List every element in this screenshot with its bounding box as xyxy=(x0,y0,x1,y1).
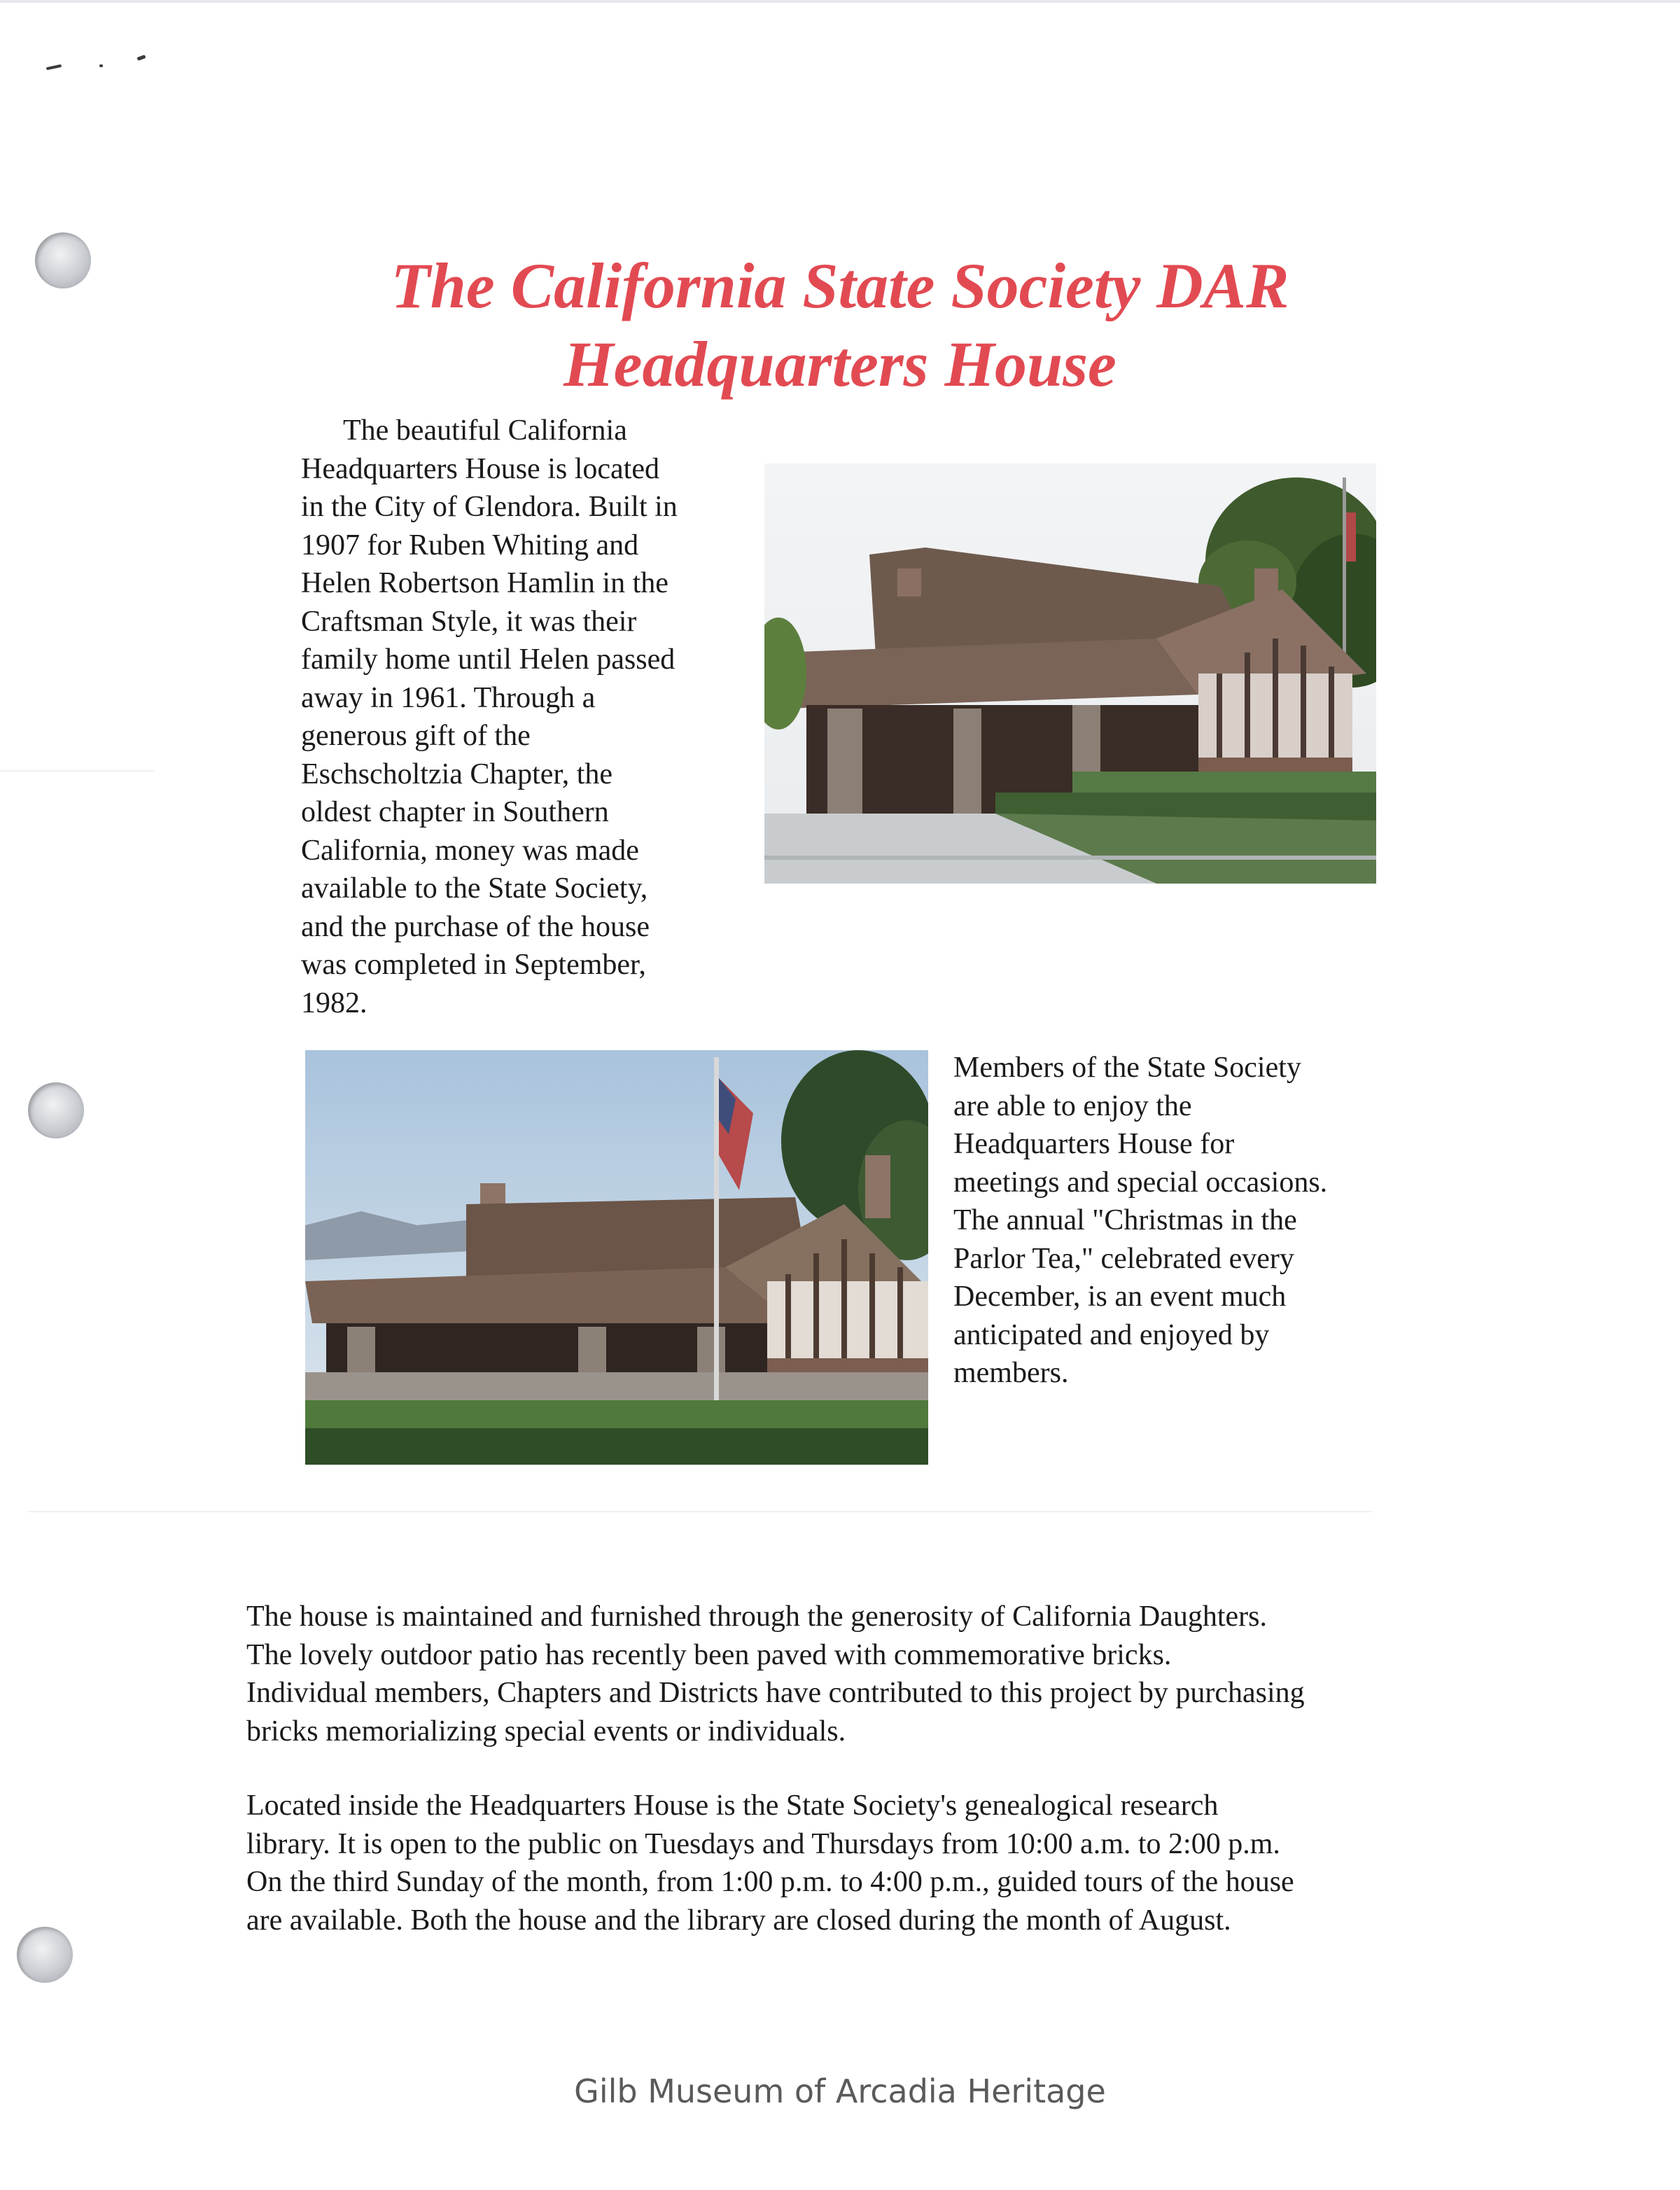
paragraph-line: and the purchase of the house xyxy=(301,910,650,943)
paragraph-line: Members of the State Society xyxy=(953,1052,1301,1084)
paragraph-line: December, is an event much xyxy=(953,1281,1287,1313)
page-title xyxy=(140,246,1540,403)
scan-speck xyxy=(99,64,103,67)
paragraph-line: Craftsman Style, it was their xyxy=(301,605,637,638)
paragraph-line: Individual members, Chapters and Districts have contributed to this project by purchasing xyxy=(246,1677,1305,1709)
title-line-1: The California State Society DAR xyxy=(391,249,1289,321)
binder-punch-hole xyxy=(17,1927,73,1983)
paragraph-line: library. It is open to the public on Tuesdays and Thursdays from 10:00 a.m. to 2:00 p.m. xyxy=(246,1827,1280,1860)
paragraph-line: Helen Robertson Hamlin in the xyxy=(301,567,668,599)
title-line-2: Headquarters House xyxy=(564,328,1116,400)
paragraph-line: California, money was made xyxy=(301,834,639,867)
paragraph-line: The annual "Christmas in the xyxy=(953,1204,1297,1236)
maintenance-paragraph xyxy=(246,1598,1478,1750)
paragraph-line: bricks memorializing special events or individuals. xyxy=(246,1715,846,1748)
binder-punch-hole xyxy=(28,1082,84,1138)
paragraph-line: Eschscholtzia Chapter, the xyxy=(301,758,612,790)
paragraph-line: available to the State Society, xyxy=(301,872,648,905)
paragraph-line: Parlor Tea," celebrated every xyxy=(953,1242,1294,1275)
museum-credit: Gilb Museum of Arcadia Heritage xyxy=(574,2072,1106,2110)
paragraph-line: meetings and special occasions. xyxy=(953,1166,1328,1199)
scan-speck xyxy=(46,64,62,70)
paragraph-line: members. xyxy=(953,1357,1069,1389)
paragraph-line: Headquarters House is located xyxy=(301,452,659,485)
paragraph-line: The house is maintained and furnished through the generosity of California Daughters. xyxy=(246,1600,1267,1633)
paragraph-line: Headquarters House for xyxy=(953,1128,1235,1160)
scan-line xyxy=(0,770,154,772)
paragraph-line: are able to enjoy the xyxy=(953,1089,1192,1122)
binder-punch-hole xyxy=(35,232,91,288)
headquarters-house-photo-front xyxy=(764,463,1376,884)
library-paragraph xyxy=(246,1787,1478,1939)
paragraph-line: The lovely outdoor patio has recently been paved with commemorative bricks. xyxy=(246,1638,1172,1671)
paragraph-line: family home until Helen passed xyxy=(301,643,676,676)
paragraph-line: anticipated and enjoyed by xyxy=(953,1318,1270,1351)
paragraph-line: Located inside the Headquarters House is the State Society's genealogical research xyxy=(246,1790,1219,1822)
paragraph-line: 1907 for Ruben Whiting and xyxy=(301,529,639,562)
paragraph-line: was completed in September, xyxy=(301,949,646,981)
paragraph-line: away in 1961. Through a xyxy=(301,681,596,714)
top-edge-rule xyxy=(0,0,1680,3)
paragraph-line: in the City of Glendora. Built in xyxy=(301,491,678,523)
scan-line xyxy=(28,1511,1372,1512)
paragraph-line: The beautiful California xyxy=(343,414,627,447)
members-paragraph xyxy=(953,1049,1401,1393)
intro-paragraph xyxy=(301,412,749,1022)
scan-speck xyxy=(137,55,146,61)
paragraph-line: are available. Both the house and the library are closed during the month of August. xyxy=(246,1904,1231,1937)
paragraph-line: generous gift of the xyxy=(301,720,531,752)
headquarters-house-photo-flag xyxy=(305,1050,928,1465)
paragraph-line: oldest chapter in Southern xyxy=(301,796,609,828)
paragraph-line: 1982. xyxy=(301,986,368,1019)
paragraph-line: On the third Sunday of the month, from 1:00 p.m. to 4:00 p.m., guided tours of the house xyxy=(246,1866,1294,1898)
